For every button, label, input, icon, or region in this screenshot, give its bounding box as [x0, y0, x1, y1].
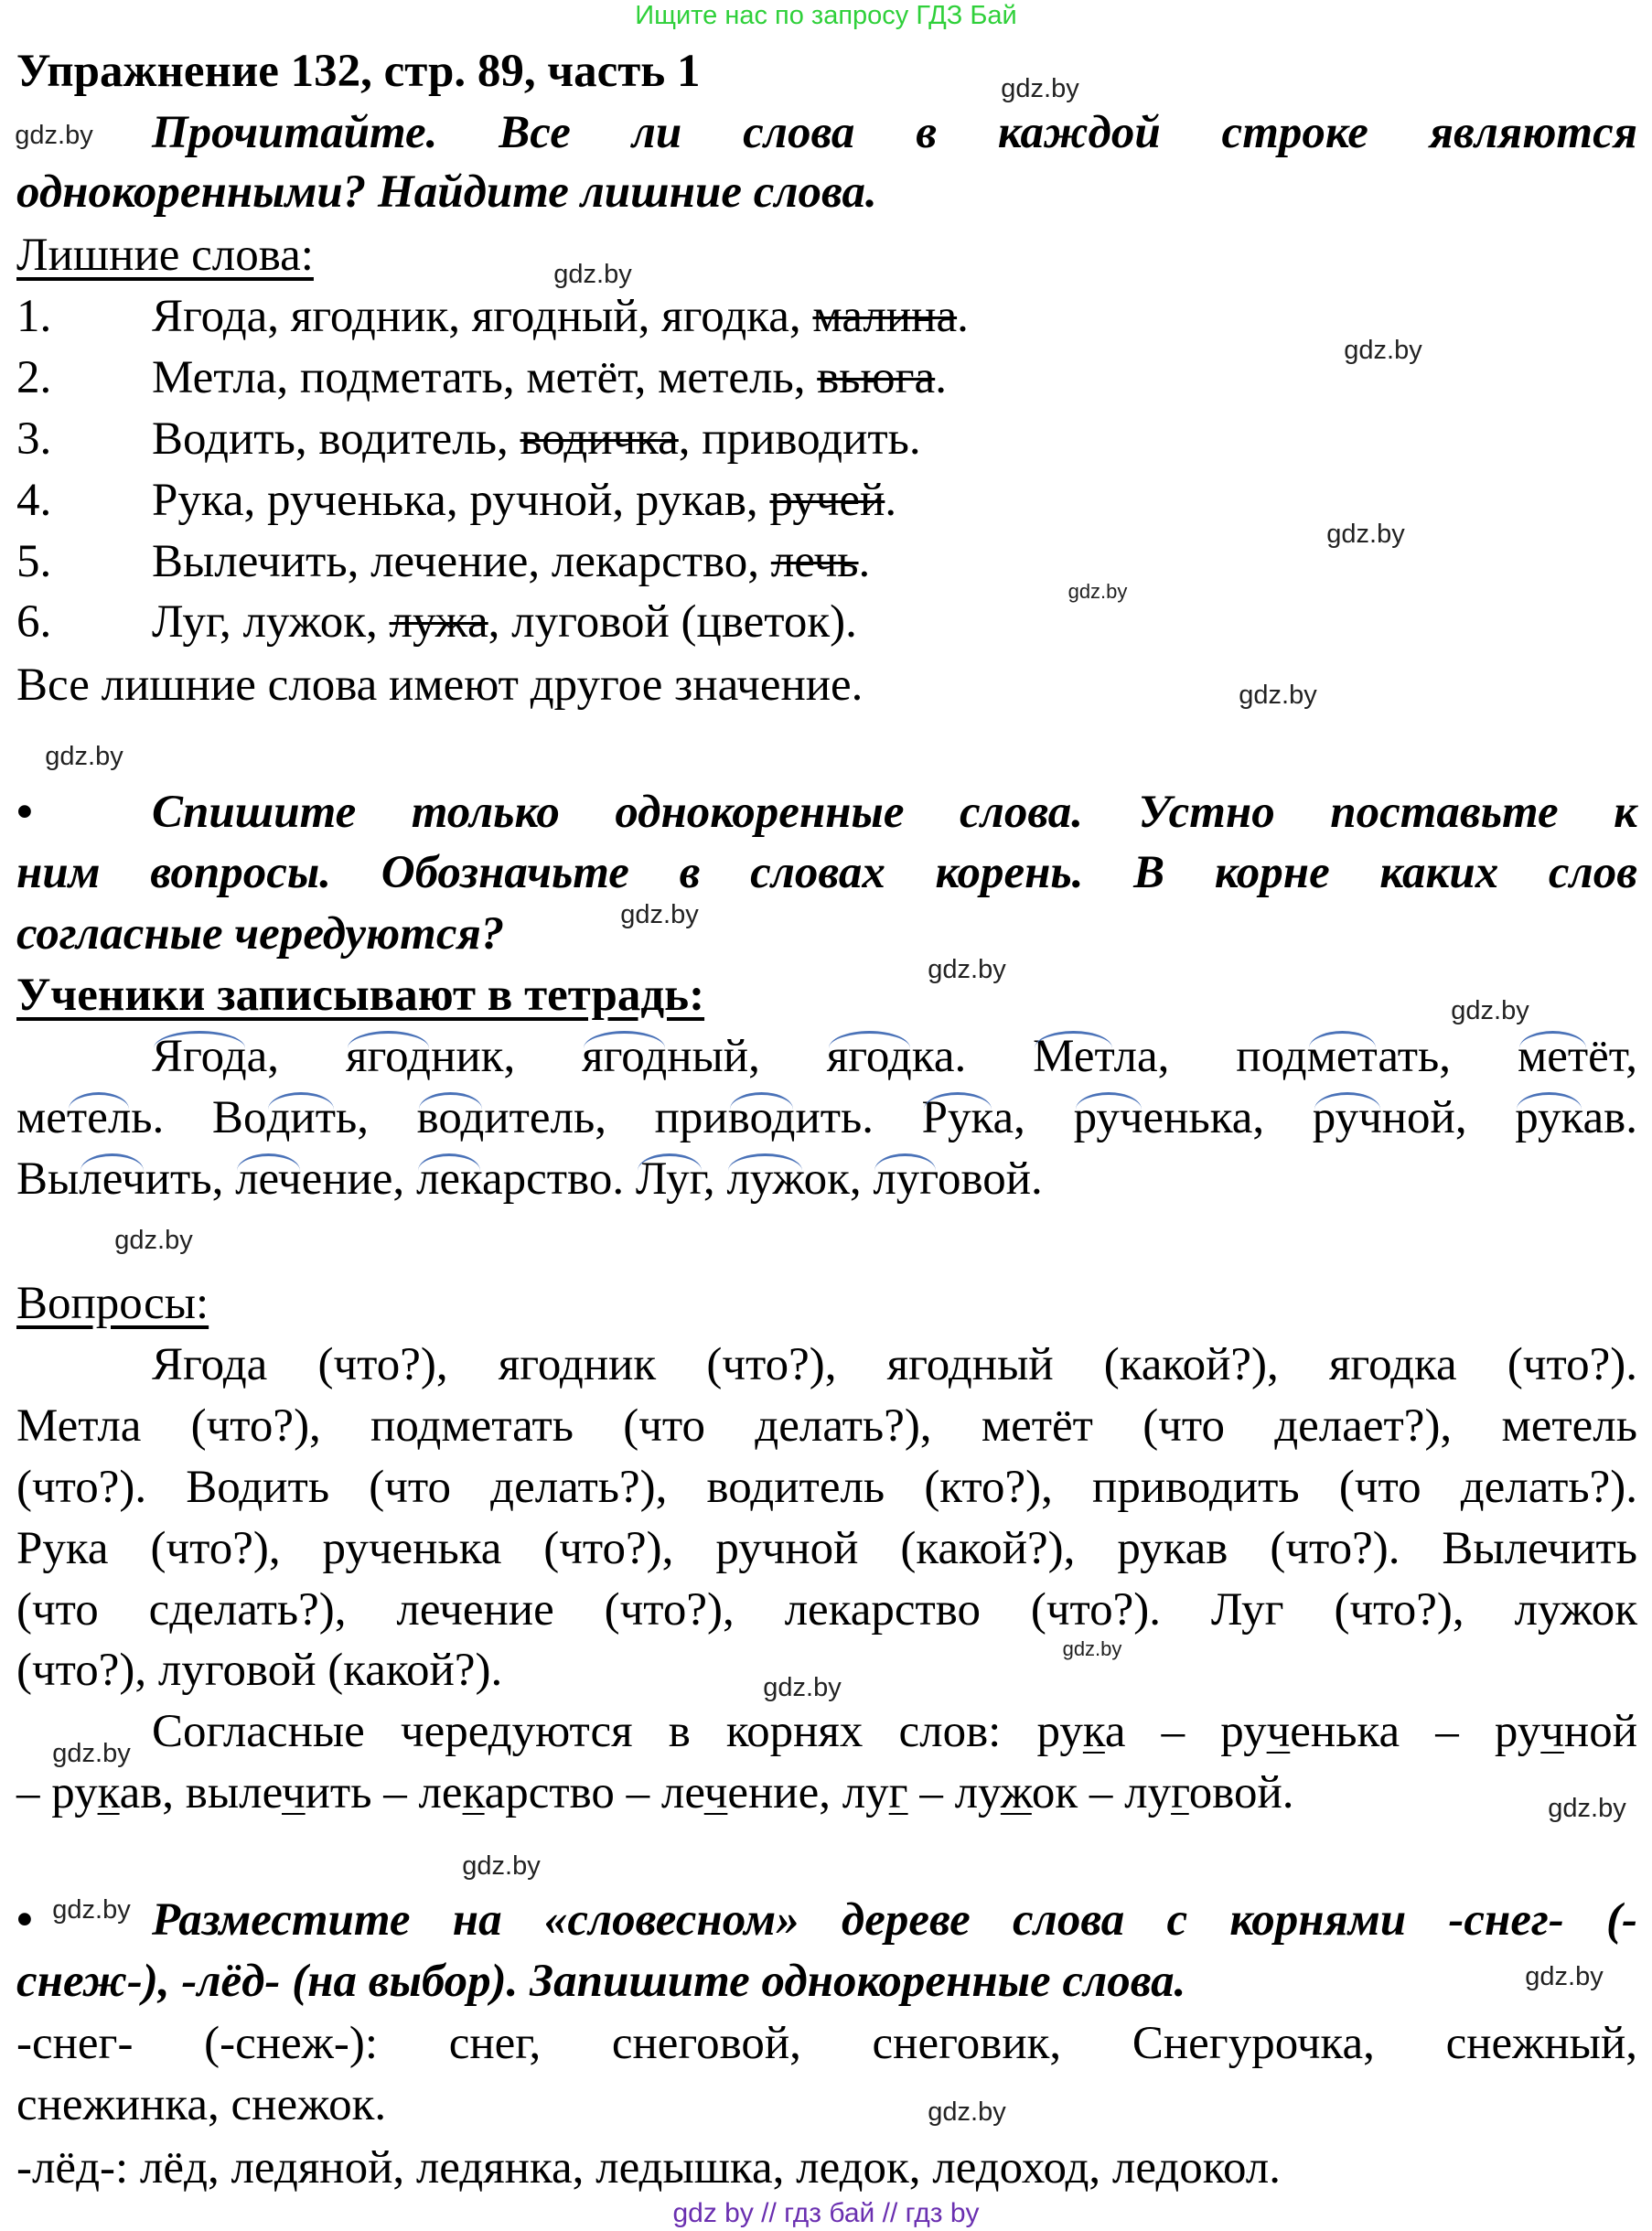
watermark: gdz.by	[1548, 1794, 1626, 1823]
watermark: gdz.by	[928, 2097, 1006, 2127]
underlined-letter: к	[462, 1767, 485, 1818]
text-segment: ение, лу	[727, 1767, 889, 1818]
text-segment: ним вопросы. Обозначьте в словах корень. В корне каких слов	[16, 847, 1637, 898]
root-marked: руч	[1073, 1092, 1143, 1143]
watermark: gdz.by	[1001, 74, 1079, 103]
text-segment: Ученики записывают в тетрадь:	[16, 970, 705, 1021]
text-segment: ав.	[1582, 1092, 1638, 1143]
watermark: gdz.by	[1451, 996, 1529, 1025]
text-line	[152, 1341, 1637, 1389]
text-segment: ить,	[145, 1153, 236, 1205]
text-segment: -снег- (-снеж-): снег, снеговой, снеговик, Снегурочка, снежный,	[16, 2018, 1637, 2069]
text-line	[16, 168, 877, 216]
text-line	[16, 661, 863, 709]
text-segment: (что сделать?), лечение (что?), лекарство (что?). Луг (что?), лужок	[16, 1584, 1637, 1636]
text-segment: .	[957, 291, 969, 342]
text-segment: Вы	[16, 1153, 80, 1205]
text-segment: Луг, лужок,	[152, 596, 390, 648]
text-segment: – ру	[16, 1767, 98, 1818]
text-segment: ав, выле	[119, 1767, 282, 1818]
text-line	[16, 48, 701, 95]
text-segment: ме	[16, 1092, 67, 1143]
text-line	[152, 109, 1637, 156]
text-line	[16, 1525, 1637, 1572]
strikethrough-word: вьюга	[817, 352, 936, 403]
underlined-letter: к	[97, 1767, 120, 1818]
text-segment: ение,	[301, 1153, 416, 1205]
text-segment: Рука, рученька, ручной, рукав,	[152, 475, 770, 526]
list-number: 6.	[16, 596, 52, 648]
watermark: gdz.by	[928, 955, 1006, 984]
text-line	[16, 2020, 1637, 2067]
text-segment: Вопросы:	[16, 1278, 209, 1329]
text-segment: Разместите на «словесном» дереве слова с корнями -снег- (-	[152, 1894, 1637, 1946]
text-line	[16, 1280, 209, 1327]
text-segment: ить – ле	[305, 1767, 463, 1818]
text-segment: итель, при	[484, 1092, 728, 1143]
text-segment: ка.	[911, 1031, 1034, 1082]
text-segment: .	[935, 352, 947, 403]
text-segment: .	[858, 536, 871, 587]
text-segment: ать,	[1378, 1031, 1518, 1082]
text-segment: Вылечить, лечение, лекарство,	[152, 536, 771, 587]
text-line	[16, 231, 314, 279]
underlined-letter: г	[1171, 1767, 1189, 1818]
underlined-letter: ч	[281, 1767, 306, 1818]
root-marked: дит	[266, 1092, 336, 1143]
text-segment: Спишите только однокоренные слова. Устно поставьте к	[152, 787, 1637, 838]
root-marked: леч	[235, 1153, 302, 1205]
list-number: 4.	[16, 475, 52, 526]
text-segment: ла, под	[1113, 1031, 1307, 1082]
text-segment: ить.	[795, 1092, 922, 1143]
watermark: gdz.by	[52, 1895, 131, 1925]
text-segment: – лу	[907, 1767, 1001, 1818]
text-segment: (что?). Водить (что делать?), водитель (кто?), приводить (что делать?).	[16, 1462, 1637, 1513]
footer-links[interactable]: gdz by // гдз бай // гдз by	[672, 2198, 980, 2228]
text-line	[152, 788, 1637, 836]
text-segment: енька,	[1142, 1092, 1313, 1143]
root-marked: вод	[416, 1092, 485, 1143]
watermark: gdz.by	[553, 260, 632, 289]
underlined-letter: ж	[1000, 1767, 1032, 1818]
watermark: gdz.by	[462, 1851, 541, 1881]
root-marked: ягод	[345, 1031, 432, 1082]
text-segment: а – ру	[1104, 1706, 1267, 1757]
text-line	[152, 1708, 1637, 1755]
root-marked: вод	[727, 1092, 796, 1143]
text-segment: енька – ру	[1290, 1706, 1541, 1757]
watermark: gdz.by	[114, 1226, 193, 1255]
text-segment: -лёд-: лёд, ледяной, ледянка, ледышка, ледок, ледоход, ледокол.	[16, 2142, 1282, 2193]
text-line	[152, 1033, 1637, 1080]
text-line	[16, 1402, 1637, 1450]
text-segment: .	[885, 475, 897, 526]
text-segment: арство.	[482, 1153, 636, 1205]
text-segment: , луговой (цветок).	[488, 596, 857, 648]
underlined-letter: ч	[1266, 1706, 1291, 1757]
watermark: gdz.by	[1062, 1637, 1122, 1660]
text-segment: ник,	[431, 1031, 583, 1082]
text-segment: Все лишние слова имеют другое значение.	[16, 660, 864, 711]
text-segment: а,	[246, 1031, 346, 1082]
text-line	[152, 354, 947, 402]
strikethrough-word: лечь	[770, 536, 859, 587]
search-banner[interactable]: Ищите нас по запросу ГДЗ Бай	[635, 1, 1017, 30]
text-segment: Упражнение 132, стр. 89, часть 1	[16, 46, 701, 97]
text-line	[16, 910, 504, 958]
text-line	[152, 538, 870, 585]
strikethrough-word: малина	[812, 291, 958, 342]
text-segment: Метла (что?), подметать (что делать?), метёт (что делает?), метель	[16, 1400, 1637, 1452]
root-marked: рук	[1515, 1092, 1583, 1143]
watermark: gdz.by	[1067, 580, 1128, 603]
text-line	[16, 1094, 1637, 1142]
list-number: 2.	[16, 352, 52, 403]
text-segment: Ягода, ягодник, ягодный, ягодка,	[152, 291, 813, 342]
watermark: gdz.by	[1525, 1962, 1604, 1991]
text-segment: ь,	[335, 1092, 417, 1143]
strikethrough-word: ручей	[769, 475, 885, 526]
root-marked: мет	[1306, 1031, 1378, 1082]
root-marked: лек	[415, 1153, 483, 1205]
text-segment: однокоренными? Найдите лишние слова.	[16, 166, 877, 218]
text-segment: ок – лу	[1031, 1767, 1172, 1818]
text-line	[152, 598, 857, 646]
text-segment: ь. Во	[131, 1092, 267, 1143]
root-marked: Рук	[921, 1092, 993, 1143]
text-line	[16, 1646, 502, 1694]
text-segment: арство – ле	[484, 1767, 704, 1818]
root-marked: Ягод	[152, 1031, 247, 1082]
text-segment: ный,	[667, 1031, 827, 1082]
watermark: gdz.by	[52, 1739, 131, 1768]
text-segment: Прочитайте. Все ли слова в каждой строке являются	[152, 107, 1637, 158]
list-number: 3.	[16, 413, 52, 465]
root-marked: Луг	[635, 1153, 703, 1205]
root-marked: леч	[79, 1153, 145, 1205]
watermark: gdz.by	[620, 900, 699, 929]
text-line	[152, 477, 896, 524]
text-segment: ,	[703, 1153, 727, 1205]
root-marked: ягод	[582, 1031, 668, 1082]
underlined-letter: к	[1082, 1706, 1105, 1757]
text-segment: Лишние слова:	[16, 230, 314, 281]
underlined-letter: ч	[1540, 1706, 1564, 1757]
bullet: •	[16, 1894, 33, 1946]
root-marked: тел	[66, 1092, 132, 1143]
watermark: gdz.by	[1326, 520, 1405, 549]
root-marked: луж	[726, 1153, 804, 1205]
strikethrough-word: лужа	[389, 596, 488, 648]
text-segment: снежинка, снежок.	[16, 2079, 387, 2130]
text-segment: Метла, подметать, метёт, метель,	[152, 352, 818, 403]
text-segment: ной,	[1381, 1092, 1516, 1143]
text-line	[16, 2081, 386, 2129]
text-segment: согласные чередуются?	[16, 908, 505, 960]
root-marked: мет	[1517, 1031, 1589, 1082]
strikethrough-word: водичка	[520, 413, 679, 465]
text-segment: снеж-), -лёд- (на выбор). Запишите однокоренные слова.	[16, 1956, 1186, 2007]
underlined-letter: г	[888, 1767, 908, 1818]
root-marked: луг	[873, 1153, 938, 1205]
text-line	[152, 1896, 1637, 1944]
text-segment: ёт,	[1588, 1031, 1637, 1082]
list-number: 1.	[16, 291, 52, 342]
text-segment: ной	[1563, 1706, 1638, 1757]
text-line	[16, 2144, 1281, 2192]
watermark: gdz.by	[763, 1673, 842, 1702]
text-line	[16, 849, 1637, 896]
root-marked: Мет	[1033, 1031, 1114, 1082]
text-line	[152, 415, 921, 463]
text-line	[16, 971, 704, 1019]
root-marked: руч	[1312, 1092, 1382, 1143]
root-marked: ягод	[826, 1031, 912, 1082]
text-segment: Рука (что?), рученька (что?), ручной (какой?), рукав (что?). Вылечить	[16, 1523, 1637, 1574]
text-segment: Согласные чередуются в корнях слов: ру	[152, 1706, 1083, 1757]
text-line	[16, 1464, 1637, 1511]
text-segment: (что?), луговой (какой?).	[16, 1645, 503, 1696]
text-line	[152, 293, 969, 340]
watermark: gdz.by	[1239, 681, 1317, 710]
text-line	[16, 1957, 1185, 2005]
text-segment: , приводить.	[678, 413, 921, 465]
text-line	[16, 1155, 1043, 1203]
bullet: •	[16, 787, 33, 838]
text-segment: Водить, водитель,	[152, 413, 520, 465]
text-segment: а,	[992, 1092, 1074, 1143]
text-segment: овой.	[937, 1153, 1043, 1205]
text-segment: овой.	[1188, 1767, 1294, 1818]
text-segment: ок,	[803, 1153, 874, 1205]
text-line	[16, 1586, 1637, 1634]
text-segment: Ягода (что?), ягодник (что?), ягодный (какой?), ягодка (что?).	[152, 1339, 1637, 1390]
text-line	[16, 1769, 1294, 1817]
list-number: 5.	[16, 536, 52, 587]
watermark: gdz.by	[15, 121, 93, 150]
watermark: gdz.by	[45, 742, 123, 771]
underlined-letter: ч	[703, 1767, 728, 1818]
watermark: gdz.by	[1344, 336, 1422, 365]
